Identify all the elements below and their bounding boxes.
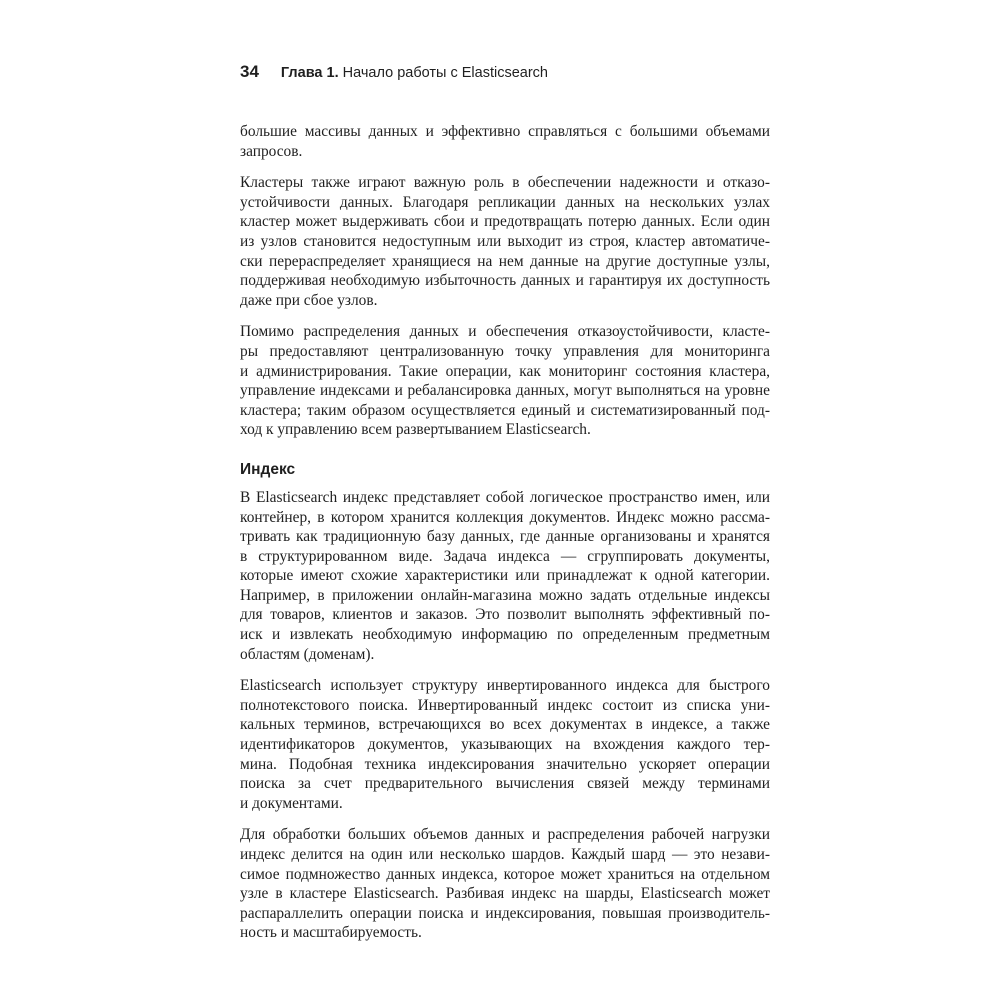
paragraph (240, 676, 770, 813)
text-line: ры предоставляют централизованную точку управления для мониторинга (240, 342, 770, 360)
paragraph (240, 322, 770, 440)
chapter-label: Глава 1. (280, 65, 339, 81)
body-text-top (240, 122, 770, 440)
text-line: для товаров, клиентов и заказов. Это позволит выполнять эффективный по- (240, 606, 770, 624)
text-line: узле в кластере Elasticsearch. Разбивая индекс на шарды, Elasticsearch может (240, 885, 770, 903)
text-line: идентификаторов документов, указывающих на вхождения каждого тер- (240, 736, 770, 754)
text-line: поиска за счет предварительного вычисления связей между терминами (240, 775, 770, 793)
text-line: устойчивости данных. Благодаря репликации данных на нескольких узлах (240, 193, 770, 211)
text-line: Помимо распределения данных и обеспечения отказоустойчивости, класте- (240, 323, 770, 341)
text-line: полнотекстового поиска. Инвертированный индекс состоит из списка уни- (240, 696, 770, 714)
text-line: которые имеют схожие характеристики или принадлежат к одной категории. (240, 567, 770, 585)
text-line: и администрирования. Такие операции, как мониторинг состояния кластера, (240, 362, 770, 380)
text-line: кальных терминов, встречающихся во всех документах в индексе, а также (240, 716, 770, 734)
text-line: и документами. (240, 794, 343, 812)
text-line: кластера; таким образом осуществляется единый и систематизированный под- (240, 401, 770, 419)
text-line: контейнер, в котором хранится коллекция документов. Индекс можно рассма- (240, 508, 770, 526)
text-line: Кластеры также играют важную роль в обеспечении надежности и отказо- (240, 174, 770, 192)
chapter-title: Начало работы с Elasticsearch (338, 65, 548, 81)
running-header (240, 62, 770, 82)
text-line: распараллелить операции поиска и индексирования, повышая производитель- (240, 904, 770, 922)
text-line: областям (доменам). (240, 645, 375, 663)
text-line: в структурированном виде. Задача индекса — сгруппировать документы, (240, 547, 770, 565)
text-line: Для обработки больших объемов данных и распределения рабочей нагрузки (240, 826, 770, 844)
text-line: из узлов становится недоступным или выходит из строя, кластер автоматиче- (240, 232, 770, 250)
text-line: тривать как традиционную базу данных, где данные организованы и хранятся (240, 528, 770, 546)
text-line: мина. Подобная техника индексирования значительно ускоряет операции (240, 755, 770, 773)
paragraph (240, 122, 770, 161)
text-line: большие массивы данных и эффективно справляться с большими объемами (240, 123, 770, 140)
text-line: кластер может выдерживать сбои и предотвращать потерю данных. Если один (240, 213, 770, 231)
body-text-section (240, 488, 770, 943)
page-number: 34 (240, 62, 259, 81)
paragraph (240, 825, 770, 943)
text-line: ход к управлению всем развертыванием Elasticsearch. (240, 421, 591, 439)
paragraph (240, 173, 770, 310)
paragraph (240, 488, 770, 664)
text-line: Elasticsearch использует структуру инвертированного индекса для быстрого (240, 677, 770, 695)
section-heading: Индекс (240, 460, 296, 478)
text-line: управление индексами и ребалансировка данных, могут выполняться на уровне (240, 382, 770, 400)
text-line: В Elasticsearch индекс представляет собой логическое пространство имен, или (240, 488, 770, 506)
text-line: запросов. (240, 142, 303, 160)
book-page (240, 62, 770, 955)
text-line: симое подмножество данных индекса, которое может храниться на отдельном (240, 865, 770, 883)
text-line: иск и извлекать необходимую информацию по определенным предметным (240, 626, 770, 644)
text-line: ски перераспределяет хранящиеся на нем данные на другие доступные узлы, (240, 252, 770, 270)
text-line: ность и масштабируемость. (240, 924, 422, 942)
text-line: поддерживая необходимую избыточность данных и гарантируя их доступность (240, 272, 770, 290)
text-line: Например, в приложении онлайн-магазина можно задать отдельные индексы (240, 586, 770, 604)
text-line: индекс делится на один или несколько шардов. Каждый шард — это незави- (240, 846, 770, 863)
text-line: даже при сбое узлов. (240, 291, 378, 309)
